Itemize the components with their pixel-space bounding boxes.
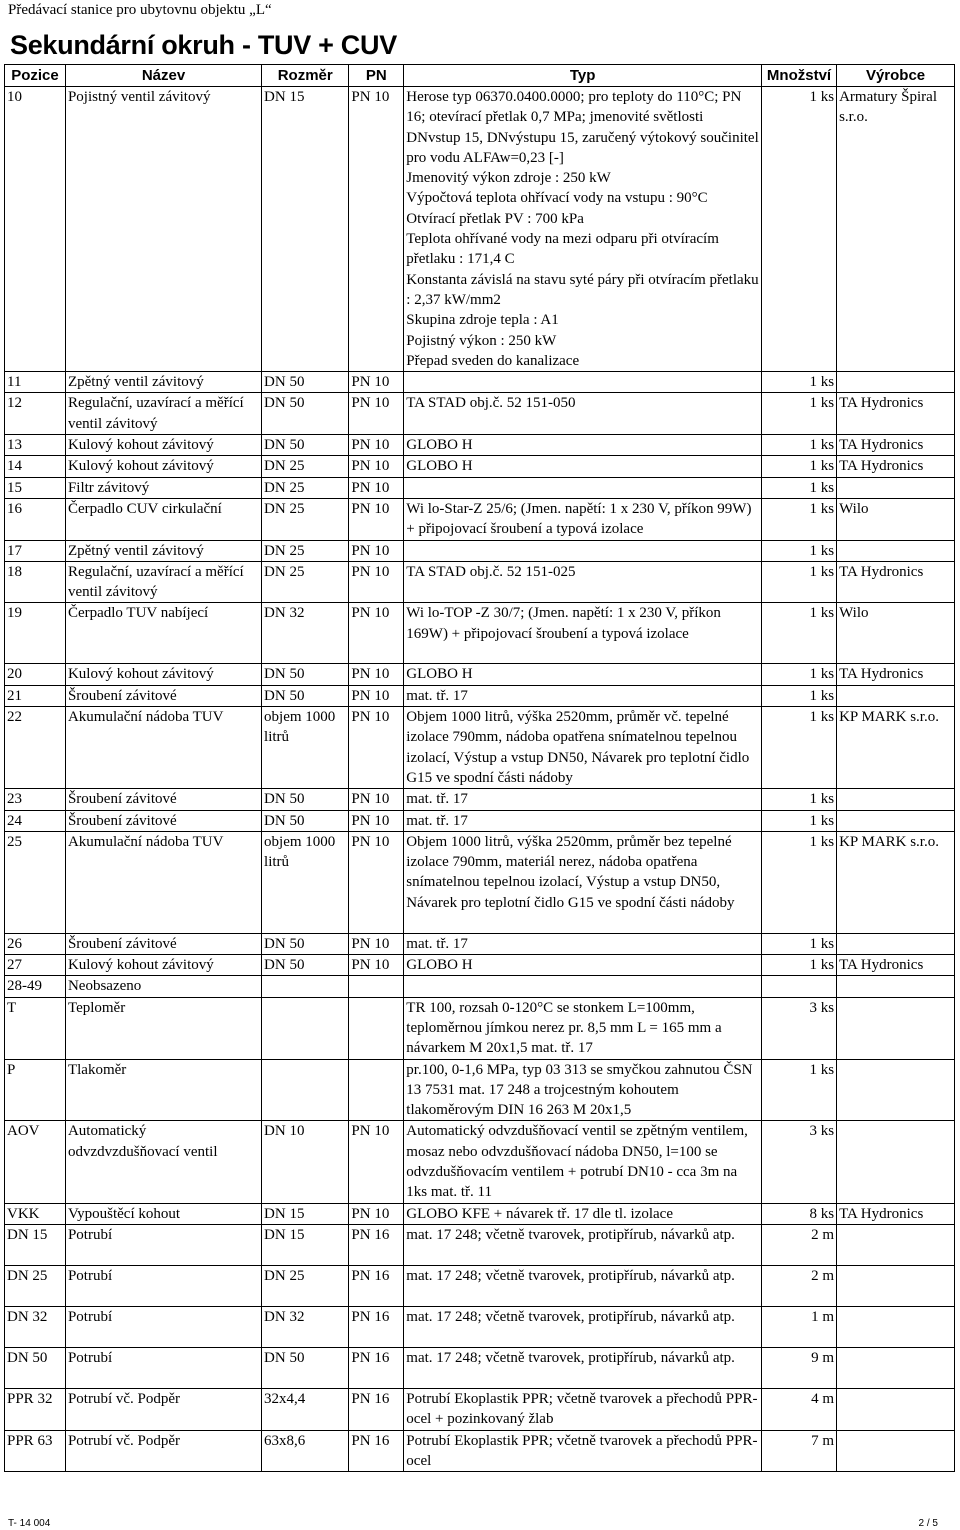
cell-quantity	[761, 976, 836, 997]
cell-name: Potrubí	[65, 1224, 261, 1265]
cell-manufacturer	[837, 933, 955, 954]
table-row	[5, 1388, 955, 1430]
cell-quantity: 1 ks	[761, 561, 836, 603]
cell-dimension: DN 50	[262, 393, 349, 435]
cell-quantity: 1 m	[761, 1306, 836, 1347]
cell-pressure: PN 16	[349, 1430, 404, 1472]
cell-type: GLOBO H	[404, 435, 762, 456]
cell-name: Kulový kohout závitový	[65, 435, 261, 456]
cell-pressure: PN 10	[349, 87, 404, 372]
cell-position: 21	[5, 685, 66, 706]
cell-manufacturer	[837, 1388, 955, 1430]
cell-position: 19	[5, 603, 66, 664]
table-row	[5, 933, 955, 954]
cell-quantity: 1 ks	[761, 477, 836, 498]
cell-type: mat. 17 248; včetně tvarovek, protipřírub, návarků atp.	[404, 1306, 762, 1347]
cell-quantity: 1 ks	[761, 498, 836, 540]
cell-manufacturer	[837, 997, 955, 1059]
cell-manufacturer: Wilo	[837, 498, 955, 540]
cell-pressure: PN 16	[349, 1306, 404, 1347]
cell-dimension: DN 15	[262, 1224, 349, 1265]
table-row	[5, 707, 955, 789]
table-row	[5, 603, 955, 664]
cell-pressure: PN 10	[349, 1121, 404, 1203]
cell-position: 23	[5, 789, 66, 810]
cell-type	[404, 540, 762, 561]
cell-quantity: 2 m	[761, 1224, 836, 1265]
table-row	[5, 372, 955, 393]
cell-position: 11	[5, 372, 66, 393]
cell-quantity: 8 ks	[761, 1203, 836, 1224]
cell-manufacturer	[837, 1224, 955, 1265]
cell-position: 13	[5, 435, 66, 456]
cell-quantity: 1 ks	[761, 372, 836, 393]
cell-name: Potrubí vč. Podpěr	[65, 1430, 261, 1472]
cell-dimension: DN 10	[262, 1121, 349, 1203]
cell-dimension: DN 50	[262, 664, 349, 685]
cell-position: 28-49	[5, 976, 66, 997]
cell-pressure: PN 16	[349, 1347, 404, 1388]
cell-pressure: PN 10	[349, 603, 404, 664]
cell-quantity: 1 ks	[761, 685, 836, 706]
cell-quantity: 1 ks	[761, 603, 836, 664]
cell-dimension: 63x8,6	[262, 1430, 349, 1472]
cell-manufacturer	[837, 1121, 955, 1203]
cell-dimension	[262, 997, 349, 1059]
cell-dimension	[262, 976, 349, 997]
cell-position: VKK	[5, 1203, 66, 1224]
cell-pressure: PN 10	[349, 933, 404, 954]
table-header-row	[5, 65, 955, 87]
cell-name: Vypouštěcí kohout	[65, 1203, 261, 1224]
cell-position: PPR 32	[5, 1388, 66, 1430]
column-header-mnozstvi: Množství	[761, 65, 836, 87]
table-row	[5, 1224, 955, 1265]
cell-name: Regulační, uzavírací a měřící ventil závitový	[65, 561, 261, 603]
cell-pressure	[349, 1059, 404, 1121]
cell-name: Automatický odvzdvzdušňovací ventil	[65, 1121, 261, 1203]
cell-type: mat. tř. 17	[404, 685, 762, 706]
cell-position: 12	[5, 393, 66, 435]
cell-position: DN 25	[5, 1265, 66, 1306]
cell-position: 10	[5, 87, 66, 372]
cell-manufacturer: TA Hydronics	[837, 664, 955, 685]
cell-pressure: PN 16	[349, 1388, 404, 1430]
cell-name: Neobsazeno	[65, 976, 261, 997]
cell-name: Potrubí vč. Podpěr	[65, 1388, 261, 1430]
table-row	[5, 810, 955, 831]
cell-position: DN 50	[5, 1347, 66, 1388]
cell-pressure: PN 10	[349, 498, 404, 540]
cell-dimension	[262, 1059, 349, 1121]
cell-quantity: 1 ks	[761, 540, 836, 561]
cell-dimension: DN 25	[262, 498, 349, 540]
cell-dimension: DN 50	[262, 1347, 349, 1388]
cell-position: 22	[5, 707, 66, 789]
table-row	[5, 685, 955, 706]
column-header-vyrobce: Výrobce	[837, 65, 955, 87]
cell-name: Zpětný ventil závitový	[65, 540, 261, 561]
column-header-nazev: Název	[65, 65, 261, 87]
cell-name: Teploměr	[65, 997, 261, 1059]
cell-manufacturer	[837, 540, 955, 561]
cell-type	[404, 372, 762, 393]
cell-quantity: 1 ks	[761, 1059, 836, 1121]
cell-position: 27	[5, 955, 66, 976]
table-row	[5, 393, 955, 435]
document-number: T- 14 004	[8, 1518, 51, 1529]
cell-type: pr.100, 0-1,6 MPa, typ 03 313 se smyčkou zahnutou ČSN 13 7531 mat. 17 248 a trojcestným kohoutem tlakoměrovým DIN 16 263 M 20x1,5	[404, 1059, 762, 1121]
cell-position: 15	[5, 477, 66, 498]
cell-dimension: DN 32	[262, 603, 349, 664]
cell-dimension: DN 50	[262, 955, 349, 976]
cell-name: Kulový kohout závitový	[65, 955, 261, 976]
table-row	[5, 540, 955, 561]
cell-name: Kulový kohout závitový	[65, 456, 261, 477]
cell-manufacturer	[837, 1265, 955, 1306]
page-number: 2 / 5	[918, 1518, 938, 1529]
cell-pressure: PN 16	[349, 1224, 404, 1265]
cell-dimension: DN 32	[262, 1306, 349, 1347]
cell-type: mat. tř. 17	[404, 933, 762, 954]
cell-pressure: PN 16	[349, 1265, 404, 1306]
cell-name: Potrubí	[65, 1306, 261, 1347]
table-row	[5, 955, 955, 976]
cell-name: Regulační, uzavírací a měřící ventil závitový	[65, 393, 261, 435]
cell-manufacturer: TA Hydronics	[837, 561, 955, 603]
cell-quantity: 3 ks	[761, 997, 836, 1059]
cell-quantity: 9 m	[761, 1347, 836, 1388]
cell-quantity: 1 ks	[761, 810, 836, 831]
cell-manufacturer: TA Hydronics	[837, 456, 955, 477]
cell-type: mat. tř. 17	[404, 810, 762, 831]
cell-manufacturer	[837, 789, 955, 810]
cell-dimension: DN 25	[262, 561, 349, 603]
cell-type: Objem 1000 litrů, výška 2520mm, průměr vč. tepelné izolace 790mm, nádoba opatřena snímatelnou tepelnou izolací, Výstup a vstup DN50, Návarek pro teplotní čidlo G15 ve spodní části nádoby	[404, 707, 762, 789]
cell-manufacturer: Armatury Špiral s.r.o.	[837, 87, 955, 372]
cell-pressure: PN 10	[349, 561, 404, 603]
cell-name: Šroubení závitové	[65, 810, 261, 831]
cell-dimension: DN 25	[262, 540, 349, 561]
cell-type	[404, 976, 762, 997]
table-row	[5, 1059, 955, 1121]
cell-quantity: 4 m	[761, 1388, 836, 1430]
cell-name: Akumulační nádoba TUV	[65, 707, 261, 789]
cell-dimension: DN 25	[262, 1265, 349, 1306]
cell-type: Potrubí Ekoplastik PPR; včetně tvarovek a přechodů PPR-ocel	[404, 1430, 762, 1472]
table-body	[5, 87, 955, 1472]
cell-type: GLOBO KFE + návarek tř. 17 dle tl. izolace	[404, 1203, 762, 1224]
document-header: Předávací stanice pro ubytovnu objektu „L“	[8, 2, 272, 18]
cell-pressure: PN 10	[349, 831, 404, 933]
cell-quantity: 7 m	[761, 1430, 836, 1472]
cell-manufacturer: TA Hydronics	[837, 435, 955, 456]
table-row	[5, 789, 955, 810]
cell-type: Objem 1000 litrů, výška 2520mm, průměr bez tepelné izolace 790mm, materiál nerez, nádoba opatřena snímatelnou tepelnou izolací, Výstup a vstup DN50, Návarek pro teplotní čidlo G15 ve spodní části nádoby	[404, 831, 762, 933]
cell-pressure: PN 10	[349, 456, 404, 477]
cell-quantity: 1 ks	[761, 789, 836, 810]
table-row	[5, 664, 955, 685]
cell-type: Wi lo-Star-Z 25/6; (Jmen. napětí: 1 x 230 V, příkon 99W) + připojovací šroubení a typová izolace	[404, 498, 762, 540]
cell-dimension: DN 50	[262, 372, 349, 393]
cell-position: AOV	[5, 1121, 66, 1203]
cell-manufacturer	[837, 976, 955, 997]
cell-manufacturer: KP MARK s.r.o.	[837, 707, 955, 789]
cell-manufacturer: KP MARK s.r.o.	[837, 831, 955, 933]
cell-type: Wi lo-TOP -Z 30/7; (Jmen. napětí: 1 x 230 V, příkon 169W) + připojovací šroubení a typová izolace	[404, 603, 762, 664]
cell-name: Akumulační nádoba TUV	[65, 831, 261, 933]
cell-name: Tlakoměr	[65, 1059, 261, 1121]
table-row	[5, 831, 955, 933]
cell-quantity: 1 ks	[761, 933, 836, 954]
cell-pressure: PN 10	[349, 789, 404, 810]
cell-dimension: DN 50	[262, 810, 349, 831]
cell-position: T	[5, 997, 66, 1059]
cell-dimension: 32x4,4	[262, 1388, 349, 1430]
cell-type: GLOBO H	[404, 456, 762, 477]
cell-pressure: PN 10	[349, 372, 404, 393]
cell-manufacturer	[837, 372, 955, 393]
table-row	[5, 498, 955, 540]
cell-manufacturer	[837, 810, 955, 831]
table-row	[5, 1306, 955, 1347]
cell-manufacturer: TA Hydronics	[837, 955, 955, 976]
cell-dimension: DN 25	[262, 477, 349, 498]
cell-dimension: DN 50	[262, 435, 349, 456]
table-row	[5, 456, 955, 477]
table-row	[5, 1203, 955, 1224]
table-row	[5, 1121, 955, 1203]
cell-manufacturer: Wilo	[837, 603, 955, 664]
cell-position: 14	[5, 456, 66, 477]
cell-name: Šroubení závitové	[65, 933, 261, 954]
cell-position: 25	[5, 831, 66, 933]
cell-type: mat. 17 248; včetně tvarovek, protipřírub, návarků atp.	[404, 1265, 762, 1306]
cell-position: 18	[5, 561, 66, 603]
page-title: Sekundární okruh - TUV + CUV	[10, 30, 397, 60]
cell-pressure: PN 10	[349, 393, 404, 435]
cell-manufacturer	[837, 477, 955, 498]
cell-name: Kulový kohout závitový	[65, 664, 261, 685]
cell-manufacturer: TA Hydronics	[837, 1203, 955, 1224]
column-header-rozmer: Rozměr	[262, 65, 349, 87]
table-row	[5, 477, 955, 498]
cell-quantity: 2 m	[761, 1265, 836, 1306]
cell-quantity: 1 ks	[761, 664, 836, 685]
table-row	[5, 1265, 955, 1306]
cell-dimension: DN 15	[262, 1203, 349, 1224]
cell-name: Zpětný ventil závitový	[65, 372, 261, 393]
cell-name: Potrubí	[65, 1265, 261, 1306]
cell-type: mat. 17 248; včetně tvarovek, protipřírub, návarků atp.	[404, 1224, 762, 1265]
cell-pressure: PN 10	[349, 540, 404, 561]
cell-quantity: 1 ks	[761, 393, 836, 435]
cell-quantity: 1 ks	[761, 707, 836, 789]
cell-pressure: PN 10	[349, 435, 404, 456]
table-row	[5, 435, 955, 456]
cell-type: GLOBO H	[404, 955, 762, 976]
cell-pressure: PN 10	[349, 477, 404, 498]
cell-quantity: 1 ks	[761, 955, 836, 976]
table-row	[5, 976, 955, 997]
cell-dimension: objem 1000 litrů	[262, 831, 349, 933]
cell-quantity: 1 ks	[761, 87, 836, 372]
table-row	[5, 1347, 955, 1388]
cell-name: Čerpadlo TUV nabíjecí	[65, 603, 261, 664]
cell-type: TA STAD obj.č. 52 151-050	[404, 393, 762, 435]
cell-dimension: DN 50	[262, 685, 349, 706]
cell-quantity: 1 ks	[761, 831, 836, 933]
cell-pressure: PN 10	[349, 955, 404, 976]
cell-position: 26	[5, 933, 66, 954]
cell-name: Šroubení závitové	[65, 789, 261, 810]
cell-dimension: DN 15	[262, 87, 349, 372]
cell-type: Potrubí Ekoplastik PPR; včetně tvarovek a přechodů PPR-ocel + pozinkovaný žlab	[404, 1388, 762, 1430]
cell-name: Filtr závitový	[65, 477, 261, 498]
cell-position: PPR 63	[5, 1430, 66, 1472]
cell-name: Potrubí	[65, 1347, 261, 1388]
cell-dimension: DN 25	[262, 456, 349, 477]
cell-pressure: PN 10	[349, 685, 404, 706]
cell-position: 16	[5, 498, 66, 540]
cell-name: Čerpadlo CUV cirkulační	[65, 498, 261, 540]
cell-type: Herose typ 06370.0400.0000; pro teploty do 110°C; PN 16; otevírací přetlak 0,7 MPa; jmenovité světlosti DNvstup 15, DNvýstupu 15, zaručený výtokový součinitel pro vodu ALFAw=0,23 [-] Jmenovitý výkon zdroje : 250 kW Výpočtová teplota ohřívací vody na vstupu : 90°C Otvírací přetlak PV : 700 kPa Teplota ohřívané vody na mezi odparu při otvíracím přetlaku : 171,4 C Konstanta závislá na stavu syté páry při otvíracím přetlaku : 2,37 kW/mm2 Skupina zdroje tepla : A1 Pojistný výkon : 250 kW Přepad sveden do kanalizace	[404, 87, 762, 372]
column-header-pozice: Pozice	[5, 65, 66, 87]
cell-pressure: PN 10	[349, 1203, 404, 1224]
cell-manufacturer	[837, 1347, 955, 1388]
cell-type: Automatický odvzdušňovací ventil se zpětným ventilem, mosaz nebo odvzdušňovací nádoba DN50, l=100 se odvzdušňovacím ventilem + potrubí DN10 - cca 3m na 1ks mat. tř. 11	[404, 1121, 762, 1203]
cell-position: 20	[5, 664, 66, 685]
cell-quantity: 3 ks	[761, 1121, 836, 1203]
cell-dimension: DN 50	[262, 789, 349, 810]
cell-dimension: DN 50	[262, 933, 349, 954]
cell-position: P	[5, 1059, 66, 1121]
column-header-pn: PN	[349, 65, 404, 87]
table-row	[5, 87, 955, 372]
column-header-typ: Typ	[404, 65, 762, 87]
equipment-table	[4, 64, 955, 1472]
cell-position: DN 32	[5, 1306, 66, 1347]
cell-name: Šroubení závitové	[65, 685, 261, 706]
cell-pressure	[349, 997, 404, 1059]
cell-manufacturer: TA Hydronics	[837, 393, 955, 435]
table-row	[5, 1430, 955, 1472]
cell-quantity: 1 ks	[761, 456, 836, 477]
cell-type: mat. 17 248; včetně tvarovek, protipřírub, návarků atp.	[404, 1347, 762, 1388]
cell-pressure: PN 10	[349, 707, 404, 789]
table-row	[5, 561, 955, 603]
cell-type: mat. tř. 17	[404, 789, 762, 810]
cell-type: GLOBO H	[404, 664, 762, 685]
cell-manufacturer	[837, 1430, 955, 1472]
cell-manufacturer	[837, 1059, 955, 1121]
cell-position: DN 15	[5, 1224, 66, 1265]
cell-name: Pojistný ventil závitový	[65, 87, 261, 372]
cell-manufacturer	[837, 685, 955, 706]
cell-type: TA STAD obj.č. 52 151-025	[404, 561, 762, 603]
cell-pressure	[349, 976, 404, 997]
table-row	[5, 997, 955, 1059]
cell-manufacturer	[837, 1306, 955, 1347]
cell-type: TR 100, rozsah 0-120°C se stonkem L=100mm, teploměrnou jímkou nerez pr. 8,5 mm L = 165 mm a návarkem M 20x1,5 mat. tř. 17	[404, 997, 762, 1059]
cell-type	[404, 477, 762, 498]
cell-quantity: 1 ks	[761, 435, 836, 456]
cell-pressure: PN 10	[349, 810, 404, 831]
cell-pressure: PN 10	[349, 664, 404, 685]
cell-dimension: objem 1000 litrů	[262, 707, 349, 789]
cell-position: 24	[5, 810, 66, 831]
cell-position: 17	[5, 540, 66, 561]
